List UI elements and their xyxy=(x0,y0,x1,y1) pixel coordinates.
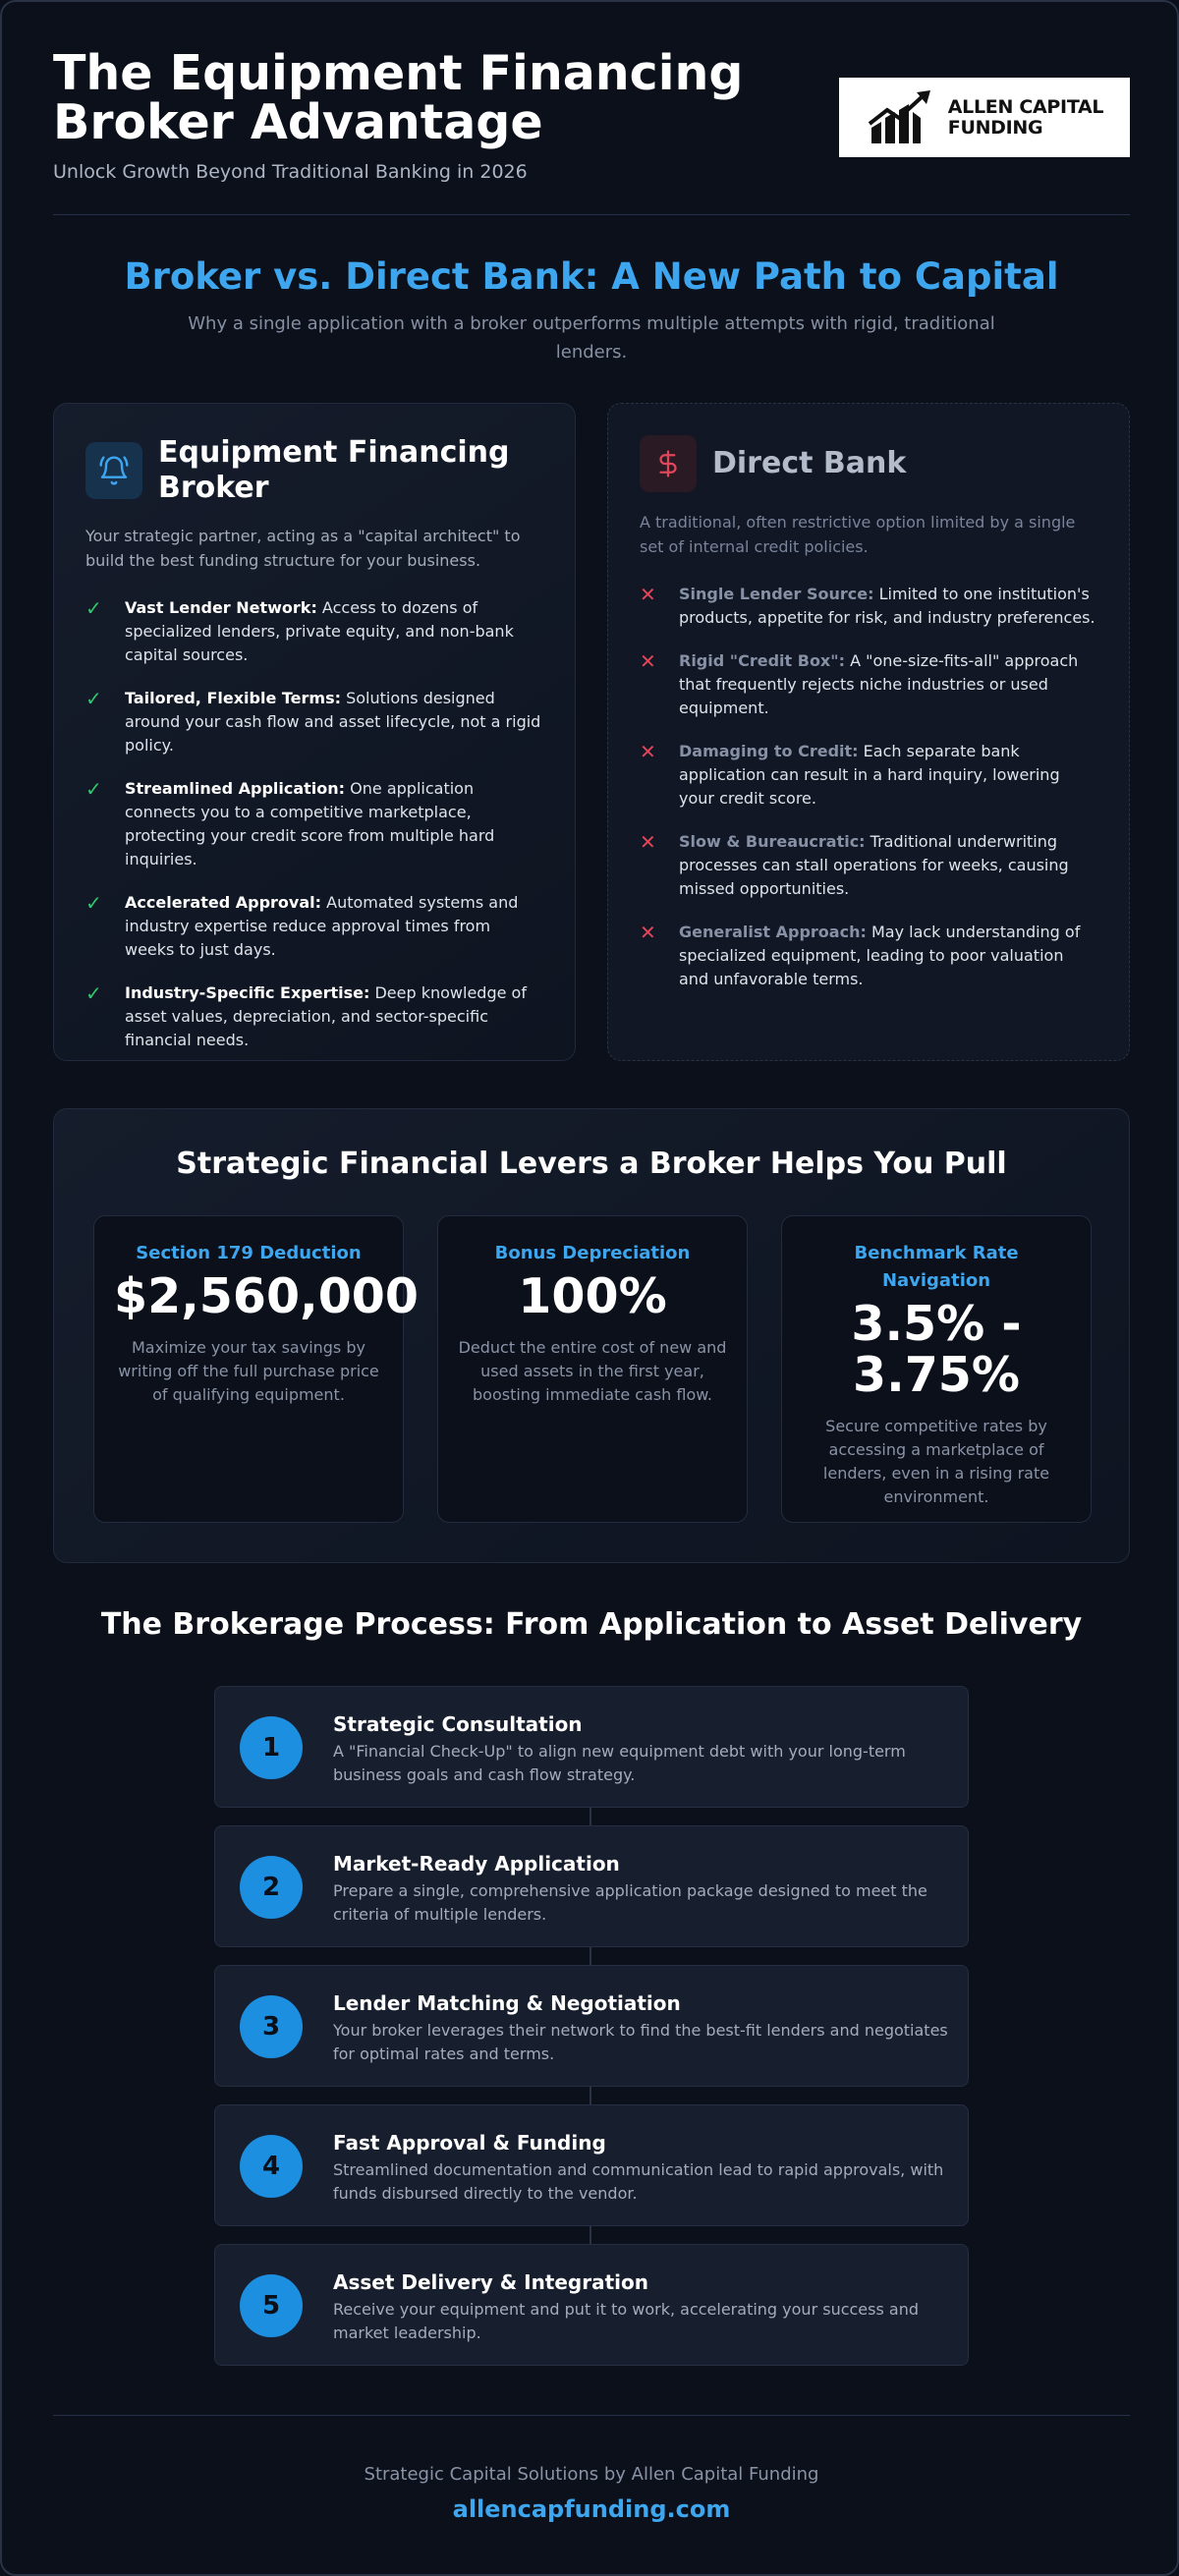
check-icon: ✓ xyxy=(85,596,102,620)
broker-card xyxy=(53,403,576,1061)
lever-label: Benchmark Rate Navigation xyxy=(854,1243,1019,1291)
list-item: ✕ Damaging to Credit: Each separate bank application can result in a hard inquiry, lowering your credit score. xyxy=(640,740,1097,811)
cross-icon: ✕ xyxy=(640,921,656,944)
check-icon: ✓ xyxy=(85,891,102,915)
lever-label: Section 179 Deduction xyxy=(136,1243,362,1263)
company-logo xyxy=(839,78,1130,157)
check-icon: ✓ xyxy=(85,981,102,1005)
footer-divider xyxy=(53,2415,1130,2416)
lever-card-section-179 xyxy=(93,1215,419,1523)
logo-line-2: FUNDING xyxy=(947,116,1043,139)
lever-value: 3.5% - 3.75% xyxy=(851,1296,1022,1403)
bank-card xyxy=(607,403,1130,1061)
process-step-5 xyxy=(214,2244,969,2366)
step-number-badge: 3 xyxy=(240,1995,303,2058)
broker-benefits-list xyxy=(85,596,543,1052)
broker-card-description: Your strategic partner, acting as a "capital architect" to build the best funding structure for your business. xyxy=(85,527,521,570)
step-number-badge: 4 xyxy=(240,2135,303,2198)
header xyxy=(53,45,1130,216)
logo-line-1: ALLEN CAPITAL xyxy=(947,95,1104,118)
process-step-4 xyxy=(214,2104,969,2226)
list-item: ✕ Slow & Bureaucratic: Traditional underwriting processes can stall operations for weeks, causing missed opportunities. xyxy=(640,830,1097,901)
footer-tagline: Strategic Capital Solutions by Allen Capital Funding xyxy=(364,2464,819,2485)
lever-label: Bonus Depreciation xyxy=(494,1243,691,1263)
process-step-2 xyxy=(214,1825,969,1947)
lever-value: $2,560,000 xyxy=(114,1268,419,1324)
bank-card-header xyxy=(640,435,1097,492)
comparison-subtitle: Why a single application with a broker outperforms multiple attempts with rigid, traditional lenders. xyxy=(188,313,995,363)
step-title: Strategic Consultation xyxy=(333,1712,583,1736)
process-title: The Brokerage Process: From Application to Asset Delivery xyxy=(100,1607,1083,1642)
step-description: Streamlined documentation and communication lead to rapid approvals, with funds disbursed directly to the vendor. xyxy=(333,2160,944,2203)
cross-icon: ✕ xyxy=(640,740,656,763)
list-item: ✕ Generalist Approach: May lack understanding of specialized equipment, leading to poor valuation and unfavorable terms. xyxy=(640,921,1097,991)
lever-card-bonus-depreciation xyxy=(437,1215,748,1523)
levers-title: Strategic Financial Levers a Broker Helps You Pull xyxy=(176,1147,1007,1181)
logo-wordmark xyxy=(948,97,1103,139)
step-title: Fast Approval & Funding xyxy=(333,2131,606,2155)
list-item: ✓ Industry-Specific Expertise: Deep knowledge of asset values, depreciation, and sector-specific financial needs. xyxy=(85,981,543,1052)
step-number-badge: 2 xyxy=(240,1856,303,1919)
cross-icon: ✕ xyxy=(640,830,656,854)
step-description: Receive your equipment and put it to work, accelerating your success and market leadership. xyxy=(333,2300,919,2342)
step-title: Market-Ready Application xyxy=(333,1852,620,1876)
step-description: A "Financial Check-Up" to align new equipment debt with your long-term business goals and cash flow strategy. xyxy=(333,1742,906,1784)
dollar-icon xyxy=(640,435,697,492)
list-item: ✕ Rigid "Credit Box": A "one-size-fits-all" approach that frequently rejects niche industries or used equipment. xyxy=(640,649,1097,720)
header-divider xyxy=(53,214,1130,215)
page-title: The Equipment Financing Broker Advantage xyxy=(53,45,744,150)
check-icon: ✓ xyxy=(85,777,102,801)
list-item: ✓ Vast Lender Network: Access to dozens of specialized lenders, private equity, and non-bank capital sources. xyxy=(85,596,543,667)
bank-card-description: A traditional, often restrictive option limited by a single set of internal credit policies. xyxy=(640,513,1076,556)
process-step-3 xyxy=(214,1965,969,2087)
check-icon: ✓ xyxy=(85,687,102,710)
logo-chart-icon xyxy=(866,88,936,147)
step-title: Asset Delivery & Integration xyxy=(333,2270,648,2294)
broker-card-title: Equipment Financing Broker xyxy=(158,435,510,505)
bank-card-title: Direct Bank xyxy=(712,446,907,480)
step-number-badge: 5 xyxy=(240,2274,303,2337)
lever-card-benchmark-rate xyxy=(781,1215,1092,1523)
comparison-heading xyxy=(2,255,1179,366)
step-number-badge: 1 xyxy=(240,1716,303,1779)
cross-icon: ✕ xyxy=(640,649,656,673)
cross-icon: ✕ xyxy=(640,583,656,606)
lever-description: Deduct the entire cost of new and used assets in the first year, boosting immediate cash flow. xyxy=(458,1338,727,1404)
levers-row xyxy=(93,1215,1092,1523)
lever-description: Secure competitive rates by accessing a marketplace of lenders, even in a rising rate environment. xyxy=(822,1417,1050,1506)
list-item: ✓ Streamlined Application: One application connects you to a competitive marketplace, protecting your credit score from multiple hard inquiries. xyxy=(85,777,543,871)
list-item: ✕ Single Lender Source: Limited to one institution's products, appetite for risk, and industry preferences. xyxy=(640,583,1097,630)
bank-drawbacks-list xyxy=(640,583,1097,991)
process-step-1 xyxy=(214,1686,969,1808)
comparison-title: Broker vs. Direct Bank: A New Path to Capital xyxy=(124,255,1059,298)
step-title: Lender Matching & Negotiation xyxy=(333,1991,681,2015)
financial-levers-panel xyxy=(53,1108,1130,1563)
lever-value: 100% xyxy=(518,1268,667,1324)
step-description: Your broker leverages their network to find the best-fit lenders and negotiates for optimal rates and terms. xyxy=(333,2021,948,2063)
lever-description: Maximize your tax savings by writing off the full purchase price of qualifying equipment. xyxy=(118,1338,379,1404)
broker-card-header xyxy=(85,435,543,506)
bell-icon xyxy=(85,442,142,499)
page-subtitle: Unlock Growth Beyond Traditional Banking in 2026 xyxy=(53,161,528,183)
list-item: ✓ Tailored, Flexible Terms: Solutions designed around your cash flow and asset lifecycle, not a rigid policy. xyxy=(85,687,543,757)
list-item: ✓ Accelerated Approval: Automated systems and industry expertise reduce approval times from weeks to just days. xyxy=(85,891,543,962)
step-description: Prepare a single, comprehensive application package designed to meet the criteria of multiple lenders. xyxy=(333,1881,927,1924)
website-link[interactable]: allencapfunding.com xyxy=(452,2495,731,2523)
